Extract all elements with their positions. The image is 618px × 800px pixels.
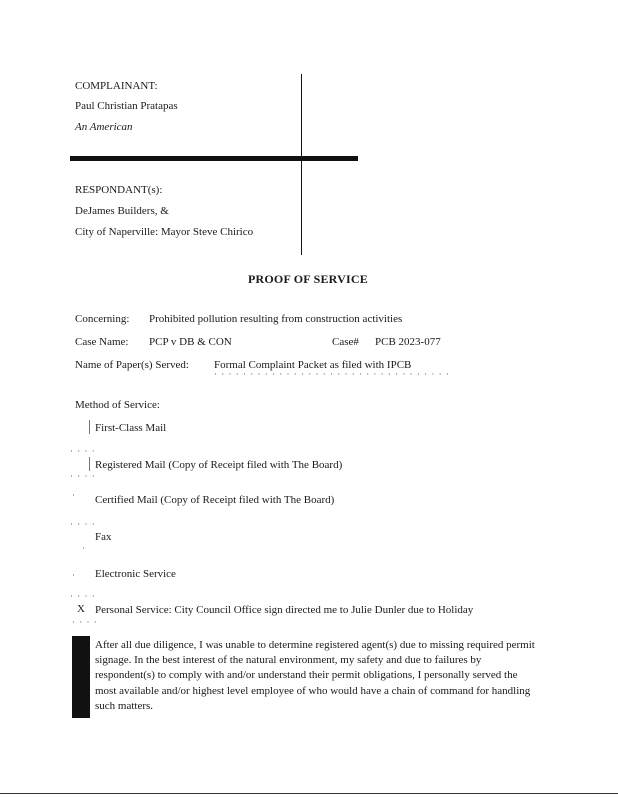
diligence-paragraph: After all due diligence, I was unable to determine registered agent(s) due to missing required permit signage. In the best interest of the natural environment, my safety and due to failures by respondent(s) to comply with and/or understand their permit obligations, I personally served the most available and/or highest level employee of who would have a chain of command for handling such matters. — [95, 639, 535, 712]
selected-x-mark: X — [77, 603, 85, 615]
header-divider-top — [301, 74, 302, 156]
page-bottom-rule — [0, 793, 618, 794]
header-bar — [70, 156, 358, 161]
respondent-label: RESPONDANT(s): — [75, 184, 163, 196]
case-name-value: PCP v DB & CON — [149, 336, 232, 348]
papers-underline-dots: · · · · · · · · · · · · · · · · · · · · · · · · · · · · · · · · · — [214, 369, 450, 379]
page-title: PROOF OF SERVICE — [248, 272, 368, 286]
case-name-label: Case Name: — [75, 336, 129, 348]
method-option: Personal Service: City Council Office sign directed me to Julie Dunler due to Holiday — [95, 604, 474, 616]
case-number-value: PCB 2023-077 — [375, 336, 441, 348]
papers-served-label: Name of Paper(s) Served: — [75, 359, 189, 371]
checkbox-dots: · · · · — [70, 446, 96, 456]
method-option: Electronic Service — [95, 568, 176, 580]
complainant-descriptor: An American — [75, 121, 133, 133]
checkbox-dots: · · · · — [70, 519, 96, 529]
checkbox-mark — [89, 420, 90, 434]
checkbox-mark — [89, 457, 90, 471]
method-option: Registered Mail (Copy of Receipt filed with The Board) — [95, 459, 343, 471]
header-divider-bottom — [301, 161, 302, 255]
checkbox-dots: · · · · — [70, 591, 96, 601]
method-option: Certified Mail (Copy of Receipt filed with The Board) — [95, 494, 335, 506]
respondent-line: City of Naperville: Mayor Steve Chirico — [75, 226, 254, 238]
method-option: Fax — [95, 531, 112, 543]
checkbox-dots: · · · · — [70, 471, 96, 481]
method-option: First-Class Mail — [95, 422, 167, 434]
checkbox-dots: · · · · — [72, 617, 98, 627]
complainant-name: Paul Christian Pratapas — [75, 100, 178, 112]
complainant-label: COMPLAINANT: — [75, 80, 158, 92]
respondent-line: DeJames Builders, & — [75, 205, 169, 217]
checkbox-dots: · — [72, 490, 76, 500]
checkbox-dots: · — [82, 543, 86, 553]
checkbox-dots: · — [72, 570, 76, 580]
papers-served-value: Formal Complaint Packet as filed with IPCB — [214, 359, 412, 371]
method-label: Method of Service: — [75, 399, 160, 411]
redaction-bar — [72, 636, 90, 718]
case-number-label: Case# — [332, 336, 359, 348]
concerning-label: Concerning: — [75, 313, 130, 325]
concerning-value: Prohibited pollution resulting from construction activities — [149, 313, 403, 325]
